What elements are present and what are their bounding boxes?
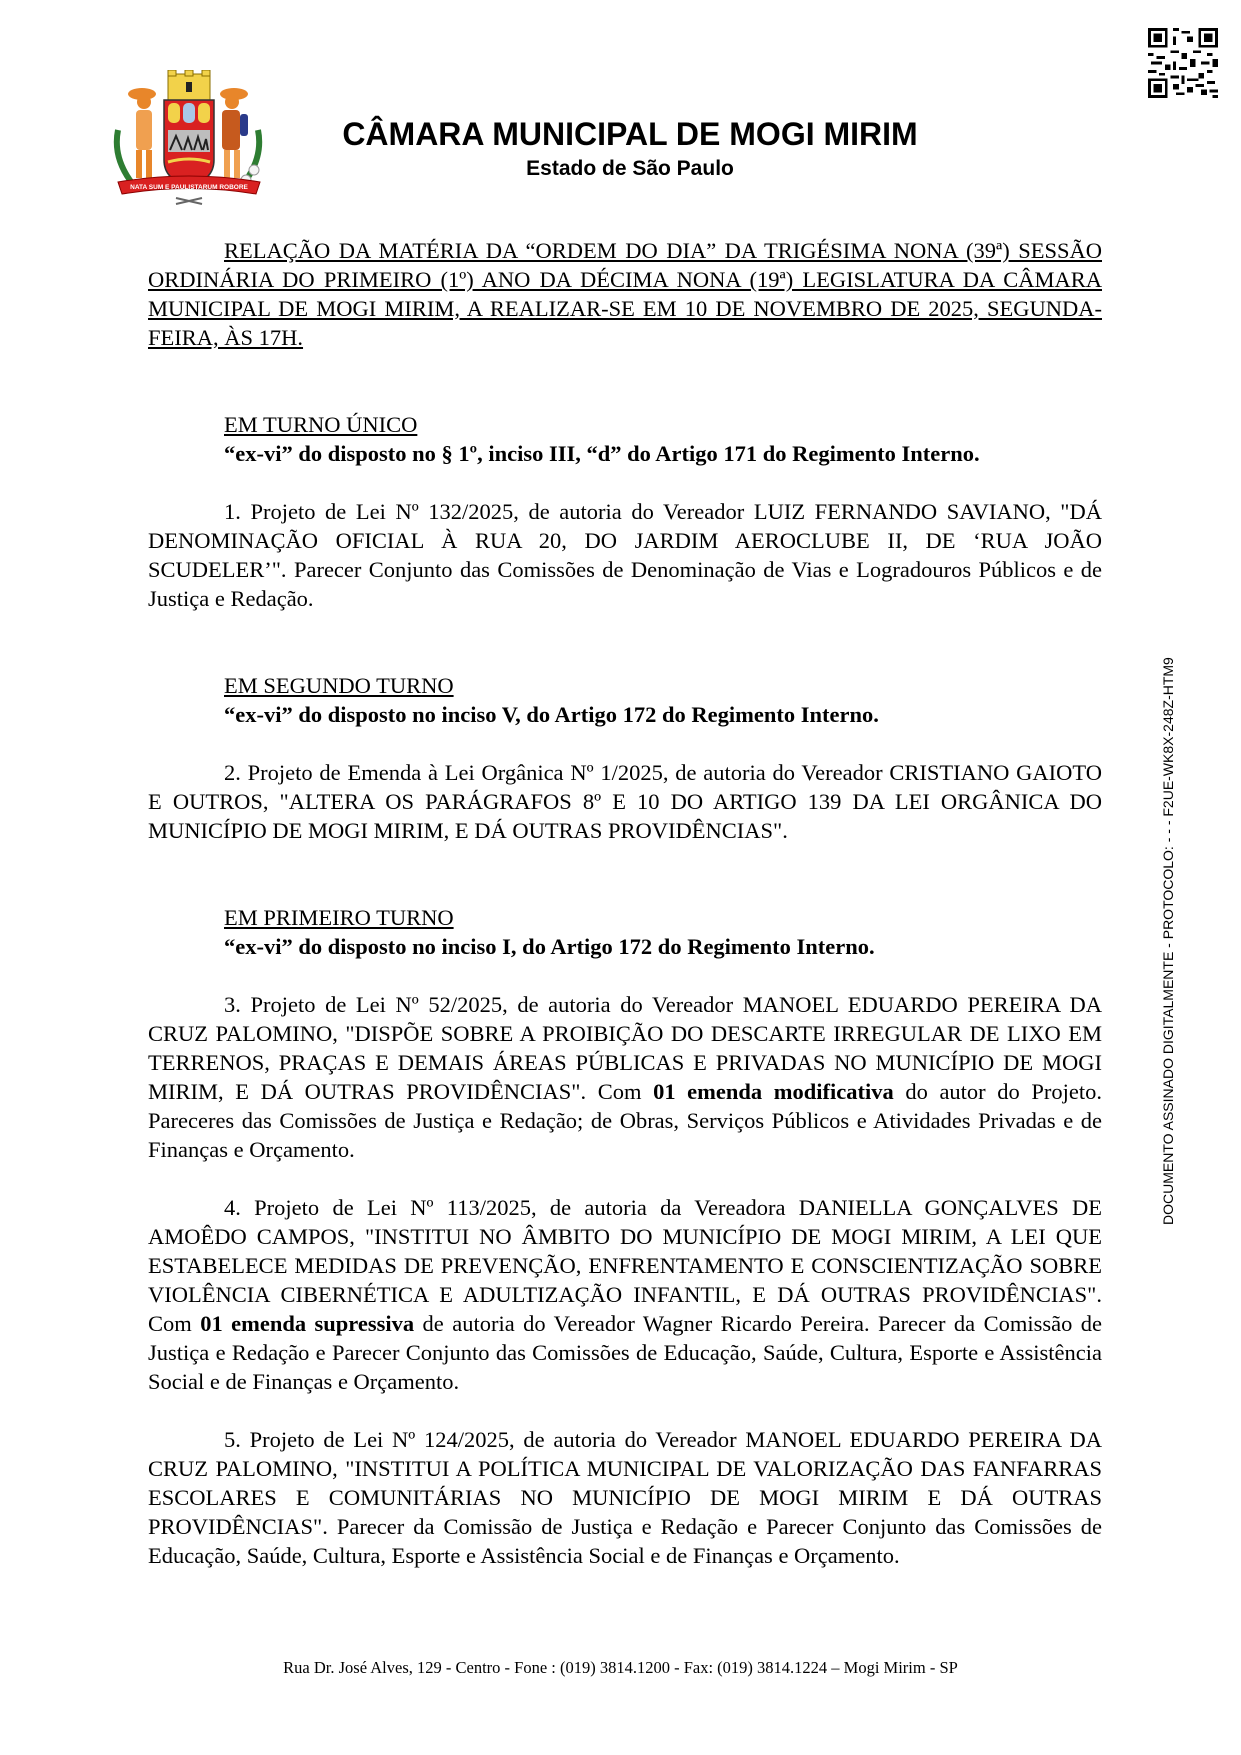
agenda-intro-text: RELAÇÃO DA MATÉRIA DA “ORDEM DO DIA” DA TRIGÉSIMA NONA (39ª) SESSÃO ORDINÁRIA DO PRIMEIRO (1º) ANO DA DÉCIMA NONA (19ª) LEGISLATURA DA CÂMARA MUNICIPAL DE MOGI MIRIM, A REALIZAR-SE EM 10 DE NOVEMBRO DE 2025, SEGUNDA-FEIRA, ÀS 17H. bbox=[148, 238, 1102, 350]
footer-address: Rua Dr. José Alves, 129 - Centro - Fone : (019) 3814.1200 - Fax: (019) 3814.1224 – Mogi Mirim - SP bbox=[283, 1658, 958, 1677]
section-legal-basis: “ex-vi” do disposto no inciso V, do Artigo 172 do Regimento Interno. bbox=[224, 702, 879, 727]
section-primeiro-turno bbox=[224, 903, 1102, 961]
amendment-note: 01 emenda supressiva bbox=[200, 1311, 415, 1336]
coat-of-arms-motto: NATA SUM E PAULISTARUM ROBORE bbox=[130, 184, 248, 191]
section-title: EM PRIMEIRO TURNO bbox=[224, 905, 454, 930]
agenda-item bbox=[148, 497, 1102, 613]
qr-code bbox=[1148, 28, 1218, 98]
coat-of-arms-logo bbox=[106, 70, 271, 205]
section-title: EM TURNO ÚNICO bbox=[224, 412, 418, 437]
institution-title: CÂMARA MUNICIPAL DE MOGI MIRIM bbox=[342, 116, 918, 152]
agenda-item bbox=[148, 1193, 1102, 1396]
section-title: EM SEGUNDO TURNO bbox=[224, 673, 454, 698]
amendment-note: 01 emenda modificativa bbox=[653, 1079, 894, 1104]
section-legal-basis: “ex-vi” do disposto no inciso I, do Artigo 172 do Regimento Interno. bbox=[224, 934, 875, 959]
agenda-item bbox=[148, 1425, 1102, 1570]
section-turno-unico bbox=[224, 410, 1102, 468]
agenda-item bbox=[148, 990, 1102, 1164]
digital-signature-stamp: DOCUMENTO ASSINADO DIGITALMENTE - PROTOCOLO: - - - F2UE-WK8X-248Z-HTM9 bbox=[1160, 657, 1176, 1225]
agenda-item-text: 2. Projeto de Emenda à Lei Orgânica Nº 1/2025, de autoria do Vereador CRISTIANO GAIOTO E OUTROS, "ALTERA OS PARÁGRAFOS 8º E 10 DO ARTIGO 139 DA LEI ORGÂNICA DO MUNICÍPIO DE MOGI MIRIM, E DÁ OUTRAS PROVIDÊNCIAS". bbox=[148, 760, 1102, 843]
agenda-item-text: 1. Projeto de Lei Nº 132/2025, de autoria do Vereador LUIZ FERNANDO SAVIANO, "DÁ DENOMINAÇÃO OFICIAL À RUA 20, DO JARDIM AEROCLUBE II, DE ‘RUA JOÃO SCUDELER’". Parecer Conjunto das Comissões de Denominação de Vias e Logradouros Públicos e de Justiça e Redação. bbox=[148, 499, 1102, 611]
agenda-item-text: do autor do Projeto. Pareceres das Comissões de Justiça e Redação; de Obras, Serviços Públicos e Atividades Privadas e de Finanças e Orçamento. bbox=[148, 1079, 1102, 1162]
section-segundo-turno bbox=[224, 671, 1102, 729]
institution-subtitle: Estado de São Paulo bbox=[526, 157, 734, 180]
agenda-item-text: 3. Projeto de Lei Nº 52/2025, de autoria do Vereador MANOEL EDUARDO PEREIRA DA CRUZ PALOMINO, "DISPÕE SOBRE A PROIBIÇÃO DO DESCARTE IRREGULAR DE LIXO EM TERRENOS, PRAÇAS E DEMAIS ÁREAS PÚBLICAS E PRIVADAS NO MUNICÍPIO DE MOGI MIRIM, E DÁ OUTRAS PROVIDÊNCIAS". Com bbox=[148, 992, 1102, 1104]
agenda-item-text: 5. Projeto de Lei Nº 124/2025, de autoria do Vereador MANOEL EDUARDO PEREIRA DA CRUZ PALOMINO, "INSTITUI A POLÍTICA MUNICIPAL DE VALORIZAÇÃO DAS FANFARRAS ESCOLARES E COMUNITÁRIAS NO MUNICÍPIO DE MOGI MIRIM E DÁ OUTRAS PROVIDÊNCIAS". Parecer da Comissão de Justiça e Redação e Parecer Conjunto das Comissões de Educação, Saúde, Cultura, Esporte e Assistência Social e de Finanças e Orçamento. bbox=[148, 1427, 1102, 1568]
agenda-item-text: de autoria do Vereador Wagner Ricardo Pereira. Parecer da Comissão de Justiça e Redação e Parecer Conjunto das Comissões de Educação, Saúde, Cultura, Esporte e Assistência Social e de Finanças e Orçamento. bbox=[148, 1311, 1102, 1394]
section-legal-basis: “ex-vi” do disposto no § 1º, inciso III, “d” do Artigo 171 do Regimento Interno. bbox=[224, 441, 980, 466]
agenda-intro bbox=[148, 236, 1102, 352]
agenda-item bbox=[148, 758, 1102, 845]
agenda-item-text: 4. Projeto de Lei Nº 113/2025, de autoria da Vereadora DANIELLA GONÇALVES DE AMOÊDO CAMPOS, "INSTITUI NO ÂMBITO DO MUNICÍPIO DE MOGI MIRIM, A LEI QUE ESTABELECE MEDIDAS DE PREVENÇÃO, ENFRENTAMENTO E CONSCIENTIZAÇÃO SOBRE VIOLÊNCIA CIBERNÉTICA E ADULTIZAÇÃO INFANTIL, E DÁ OUTRAS PROVIDÊNCIAS". Com bbox=[148, 1195, 1102, 1336]
document-body bbox=[148, 236, 1102, 1570]
